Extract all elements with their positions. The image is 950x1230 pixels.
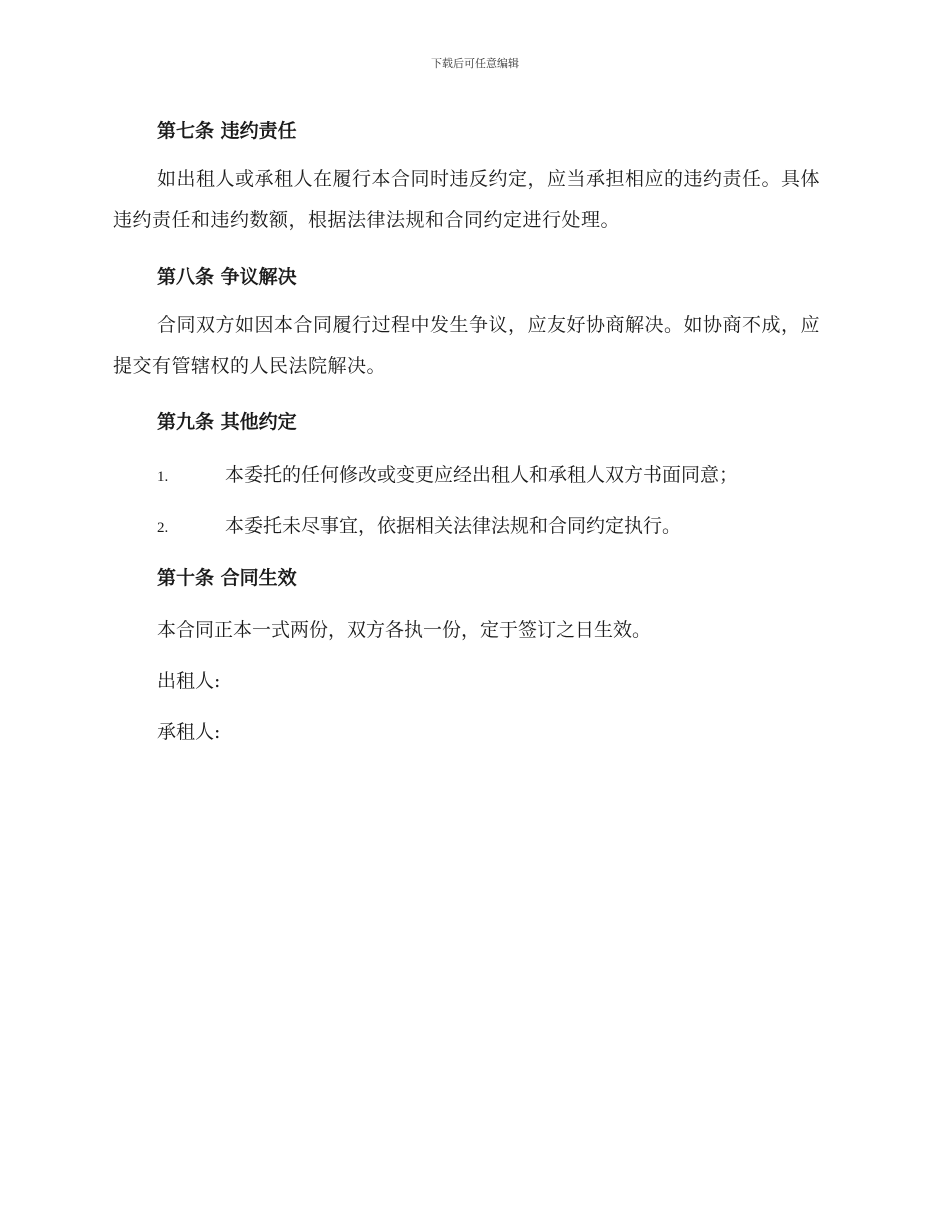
lessee-signature-label: 承租人: (157, 721, 221, 743)
list-item (157, 511, 681, 538)
lessor-signature-label: 出租人: (157, 670, 221, 692)
section-paragraph-8: 合同双方如因本合同履行过程中发生争议，应友好协商解决。如协商不成，应提交有管辖权的人民法院解决。 (113, 314, 821, 377)
section-heading-7: 第七条 违约责任 (157, 120, 297, 142)
section-heading-8: 第八条 争议解决 (157, 266, 297, 288)
section-paragraph-10: 本合同正本一式两份，双方各执一份，定于签订之日生效。 (157, 619, 652, 641)
list-item-number: 2. (157, 520, 169, 536)
list-item-text: 本委托未尽事宜，依据相关法律法规和合同约定执行。 (225, 515, 682, 537)
list-item (157, 460, 738, 487)
section-heading-10: 第十条 合同生效 (157, 567, 297, 589)
section-heading-9: 第九条 其他约定 (157, 411, 297, 433)
page-header: 下载后可任意编辑 (431, 57, 519, 70)
list-item-text: 本委托的任何修改或变更应经出租人和承租人双方书面同意； (225, 464, 739, 486)
list-item-number: 1. (157, 469, 169, 485)
section-paragraph-7: 如出租人或承租人在履行本合同时违反约定，应当承担相应的违约责任。具体违约责任和违约数额，根据法律法规和合同约定进行处理。 (113, 168, 821, 231)
